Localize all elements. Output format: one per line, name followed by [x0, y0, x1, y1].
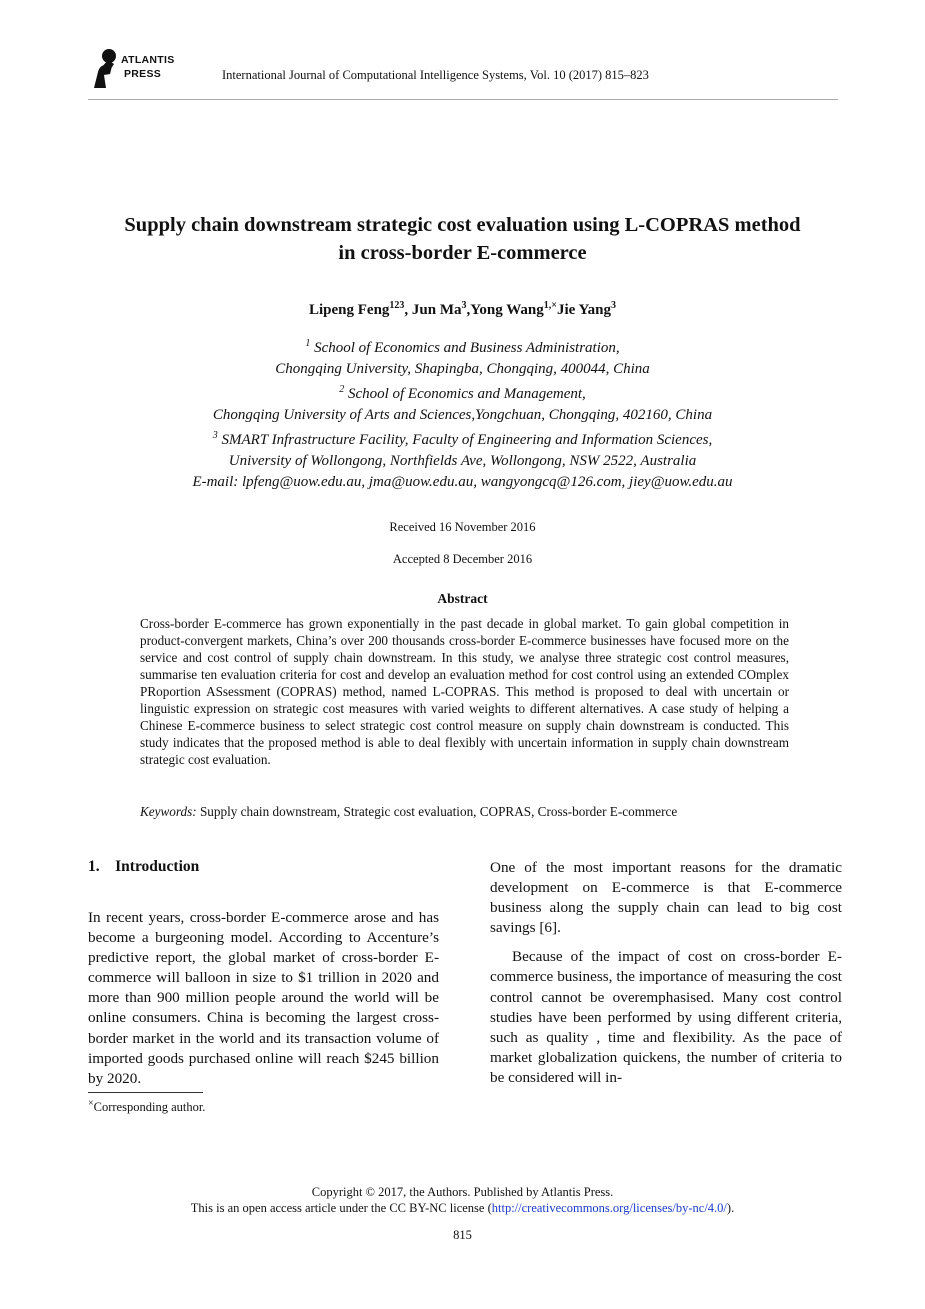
- license-prefix: This is an open access article under the CC BY-NC license (: [190, 1201, 492, 1215]
- abstract-text: Cross-border E-commerce has grown exponentially in the past decade in global market. To gain global competition in product-convergent markets, China’s over 200 thousands cross-border E-commerce businesses have focused more on the service and cost control of supply chain downstream. In this study, we analyse three strategic cost control measures, summarise ten evaluation criteria for cost and develop an evaluation method for cost control using an extended COmplex PRoportion ASsessment (COPRAS) method, named L-COPRAS. This method is proposed to deal with uncertain or linguistic expression on strategic cost measures with varied weights to different alternatives. A case study of helping a Chinese E-commerce business to select strategic cost control measure on supply chain downstream is conducted. This study indicates that the proposed method is able to deal flexibly with uncertain information in supply chain downstream strategic cost evaluation.: [140, 616, 789, 767]
- author-emails: E-mail: lpfeng@uow.edu.au, jma@uow.edu.au, wangyongcq@126.com, jiey@uow.edu.au: [192, 474, 733, 490]
- copyright-line: Copyright © 2017, the Authors. Published by Atlantis Press.: [311, 1185, 614, 1199]
- author-affiliation-sup: 3: [461, 300, 467, 311]
- author-affiliation-sup: 123: [389, 300, 405, 311]
- author-affiliation-sup: 3: [611, 300, 617, 311]
- paragraph: Because of the impact of cost on cross-border E-commerce business, the importance of measuring the cost control cannot be overemphasised. Many cost control studies have been performed by using different criteria, such as quality , time and flexibility. As the pace of market globalization quickens, the number of criteria to be considered will in-: [490, 948, 842, 1086]
- affiliation-line: Chongqing University of Arts and Sciences,Yongchuan, Chongqing, 402160, China: [212, 406, 713, 423]
- license-link[interactable]: http://creativecommons.org/licenses/by-nc/4.0/: [491, 1201, 727, 1215]
- affiliation-2: [60, 380, 865, 425]
- author-separator: ,: [404, 302, 412, 318]
- footnote: [88, 1098, 205, 1115]
- author-affiliation-sup: [544, 300, 557, 311]
- affiliation-number: 3: [212, 430, 218, 441]
- author-name: Lipeng Feng: [308, 302, 390, 318]
- publisher-logo: [88, 48, 188, 90]
- author-name: Jie Yang: [556, 302, 612, 318]
- keywords-list: Supply chain downstream, Strategic cost evaluation, COPRAS, Cross-border E-commerce: [199, 804, 678, 819]
- paper-title: [60, 211, 865, 267]
- left-column: [88, 908, 439, 1089]
- page-number: 815: [453, 1228, 472, 1242]
- atlas-icon: [88, 48, 122, 90]
- keywords: [140, 804, 789, 820]
- paragraph: One of the most important reasons for the dramatic development on E-commerce is that E-commerce business along the supply chain can lead to big cost savings [6].: [490, 859, 842, 937]
- affiliation-line: SMART Infrastructure Facility, Faculty of Engineering and Information Sciences,: [221, 432, 713, 448]
- footnote-divider: [88, 1092, 203, 1093]
- title-line-1: Supply chain downstream strategic cost evaluation using L-COPRAS method: [124, 214, 801, 236]
- author-separator: ,: [466, 302, 471, 318]
- affiliation-line: University of Wollongong, Northfields Ave, Wollongong, NSW 2522, Australia: [228, 452, 697, 469]
- logo-text-line2: PRESS: [124, 68, 162, 80]
- footnote-text: Corresponding author.: [93, 1100, 206, 1115]
- affiliation-number: 2: [339, 384, 345, 395]
- accepted-date: Accepted 8 December 2016: [392, 552, 533, 566]
- license-line: [60, 1200, 865, 1217]
- right-column: [490, 858, 842, 1088]
- abstract-heading: Abstract: [437, 591, 488, 606]
- header-divider: [88, 99, 838, 100]
- author-sup-number: 1,: [543, 300, 552, 311]
- affiliation-line: School of Economics and Management,: [347, 386, 586, 402]
- affiliation-1: [60, 334, 865, 379]
- paragraph: In recent years, cross-border E-commerce arose and has become a burgeoning model. According to Accenture’s predictive report, the global market of cross-border E-commerce will balloon in size to $1 trillion in 2020 and more than 900 million people around the world will be online consumers. China is becoming the largest cross-border market in the world and its transaction volume of imported goods purchased online will reach $245 billion by 2020.: [88, 909, 439, 1087]
- keywords-label: Keywords:: [140, 804, 197, 819]
- logo-text-line1: ATLANTIS: [121, 54, 175, 66]
- corresponding-mark: ×: [551, 300, 557, 311]
- license-suffix: ).: [726, 1201, 735, 1215]
- title-line-2: in cross-border E-commerce: [338, 242, 587, 264]
- affiliation-number: 1: [305, 338, 311, 349]
- affiliation-line: School of Economics and Business Administration,: [314, 340, 620, 356]
- affiliation-line: Chongqing University, Shapingba, Chongqing, 400044, China: [275, 360, 650, 377]
- corresponding-mark: ×: [88, 1098, 94, 1109]
- received-date: Received 16 November 2016: [389, 520, 536, 534]
- journal-citation: International Journal of Computational Intelligence Systems, Vol. 10 (2017) 815–823: [222, 68, 649, 82]
- affiliation-3: [60, 426, 865, 471]
- author-list: [60, 300, 865, 319]
- author-name: Yong Wang: [470, 302, 544, 318]
- section-heading: 1. Introduction: [88, 858, 200, 875]
- author-name: Jun Ma: [411, 302, 462, 318]
